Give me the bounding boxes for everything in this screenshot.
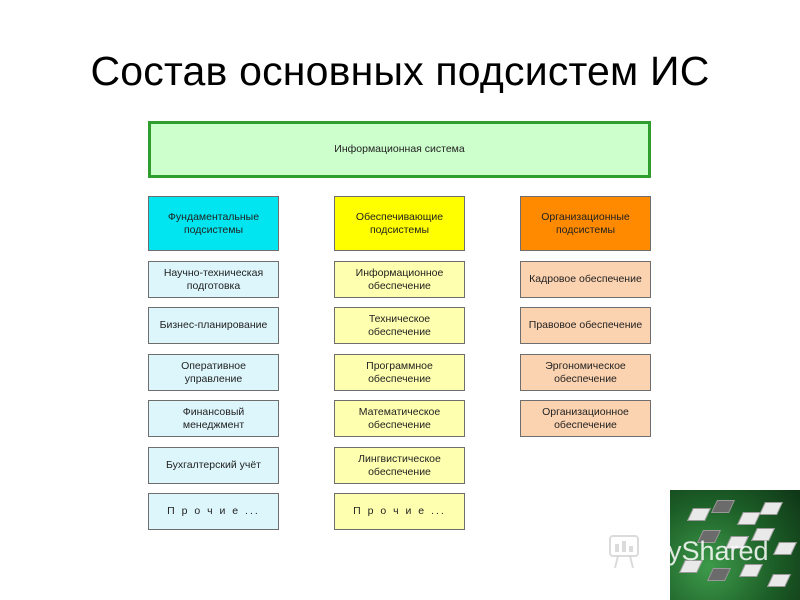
slide-title: Состав основных подсистем ИС [90,48,710,94]
header-organizational-subsystems: Организационные подсистемы [520,196,651,251]
node-information-support: Информационное обеспечение [334,261,465,298]
node-ergonomic-support: Эргономическое обеспечение [520,354,651,391]
watermark-text: yShared [668,536,769,566]
node-mathematical-support: Математическое обеспечение [334,400,465,437]
node-others-supporting: П р о ч и е ... [334,493,465,530]
node-scientific-technical-prep: Научно-техническая подготовка [148,261,279,298]
root-node-information-system: Информационная система [148,121,651,178]
node-accounting: Бухгалтерский учёт [148,447,279,484]
node-software-support: Программное обеспечение [334,354,465,391]
node-personnel-support: Кадровое обеспечение [520,261,651,298]
node-organizational-support: Организационное обеспечение [520,400,651,437]
header-supporting-subsystems: Обеспечивающие подсистемы [334,196,465,251]
node-business-planning: Бизнес-планирование [148,307,279,344]
node-technical-support: Техническое обеспечение [334,307,465,344]
node-legal-support: Правовое обеспечение [520,307,651,344]
node-operational-management: Оперативное управление [148,354,279,391]
node-others-fundamental: П р о ч и е ... [148,493,279,530]
node-linguistic-support: Лингвистическое обеспечение [334,447,465,484]
slideshare-logo-icon [606,534,642,572]
node-financial-management: Финансовый менеджмент [148,400,279,437]
header-fundamental-subsystems: Фундаментальные подсистемы [148,196,279,251]
